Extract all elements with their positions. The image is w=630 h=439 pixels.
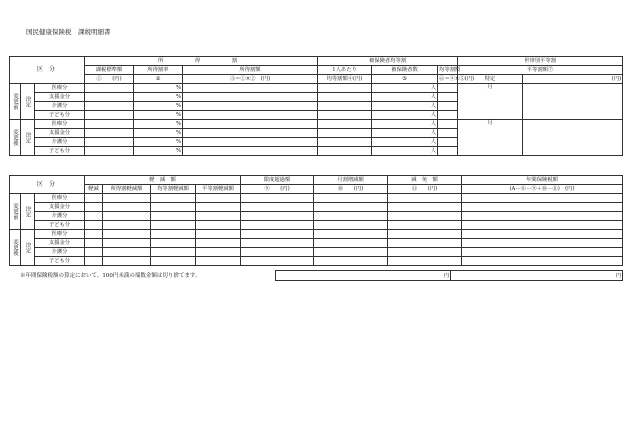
total-yen-cell-1: 円 <box>276 271 451 281</box>
cell <box>314 230 388 239</box>
getsu-header: 月割増減額 <box>314 176 388 185</box>
cell <box>103 203 151 212</box>
cell <box>314 248 388 257</box>
tsuki-cell: 月 <box>458 84 523 120</box>
cell <box>196 221 241 230</box>
cell <box>183 138 318 147</box>
cell <box>462 239 623 248</box>
row-label: 医療分 <box>35 230 85 239</box>
cell <box>151 221 196 230</box>
cell <box>85 239 103 248</box>
cell <box>388 203 462 212</box>
cell <box>151 212 196 221</box>
cell <box>151 248 196 257</box>
cell <box>318 129 372 138</box>
rounding-note: ※年間保険税額の算定において、100円未満の端数金額は切り捨てます。 <box>20 273 201 279</box>
nin-cell: 人 <box>372 84 438 93</box>
row-label: 医療分 <box>35 84 85 93</box>
cell <box>151 194 196 203</box>
row-label: 介護分 <box>35 138 85 147</box>
cell <box>438 84 458 93</box>
hihokensha-group-header: 被保険者均等割 <box>318 57 458 66</box>
total-yen-cell-2: 円 <box>451 271 623 281</box>
row-label: 支援金分 <box>35 203 85 212</box>
percent-cell: % <box>134 84 183 93</box>
cell <box>103 230 151 239</box>
cell <box>183 84 318 93</box>
cell <box>196 212 241 221</box>
cell <box>85 129 134 138</box>
tokutei-subheader: 特定 <box>458 75 523 84</box>
genmen-header: 減 免 額 <box>388 176 462 185</box>
tax-detail-table-1 <box>9 56 623 156</box>
row-label: 子ども分 <box>35 257 85 266</box>
getsu-subheader: ⑩ (円) <box>314 185 388 194</box>
cell <box>241 257 314 266</box>
cell <box>314 221 388 230</box>
hitori-header: 1人あたり <box>318 66 372 75</box>
cell <box>85 102 134 111</box>
cell <box>462 203 623 212</box>
cell <box>85 221 103 230</box>
kubun-header: 区 分 <box>10 57 85 84</box>
after-kettei-label: 決定 <box>21 120 35 156</box>
row-label: 介護分 <box>35 212 85 221</box>
cell <box>388 194 462 203</box>
after-kettei-label-2: 決定 <box>21 230 35 266</box>
cell <box>85 93 134 102</box>
cell <box>183 120 318 129</box>
cell <box>314 257 388 266</box>
cell <box>523 84 623 120</box>
cell <box>85 212 103 221</box>
keigen-group-header: 軽 減 額 <box>85 176 241 185</box>
cell <box>314 203 388 212</box>
cell <box>151 257 196 266</box>
cell <box>462 212 623 221</box>
cell <box>196 194 241 203</box>
shotokuwari-subheader: ③＝①×② (円) <box>183 75 318 84</box>
setai-group-header: 世帯別平等割 <box>458 57 623 66</box>
cell <box>151 230 196 239</box>
row-label: 子ども分 <box>35 111 85 120</box>
tsuki-cell: 月 <box>458 120 523 156</box>
percent-cell: % <box>134 93 183 102</box>
row-label: 子ども分 <box>35 147 85 156</box>
cell <box>462 257 623 266</box>
nin-cell: 人 <box>372 111 438 120</box>
cell <box>103 194 151 203</box>
ritsu-subheader: ② <box>134 75 183 84</box>
nin-cell: 人 <box>372 120 438 129</box>
nin-cell: 人 <box>372 102 438 111</box>
genmen-subheader: ⑪ (円) <box>388 185 462 194</box>
shotoku-group-header: 所 得 割 <box>85 57 318 66</box>
cell <box>196 248 241 257</box>
shotoku-keigen-subheader: 所得割軽減額 <box>103 185 151 194</box>
cell <box>241 239 314 248</box>
cell <box>318 138 372 147</box>
cell <box>85 84 134 93</box>
before-kettei-label: 決定 <box>21 84 35 120</box>
cell <box>103 248 151 257</box>
percent-cell: % <box>134 111 183 120</box>
cell <box>103 221 151 230</box>
cell <box>151 203 196 212</box>
cell <box>85 111 134 120</box>
cell <box>438 111 458 120</box>
row-label: 医療分 <box>35 194 85 203</box>
cell <box>183 111 318 120</box>
nenkan-subheader: (A－⑧－⑨＋⑩－⑪) (円) <box>462 185 623 194</box>
cell <box>196 230 241 239</box>
cell <box>438 102 458 111</box>
tax-detail-table-2 <box>9 175 623 266</box>
cell <box>241 203 314 212</box>
cell <box>241 230 314 239</box>
after-label: 変更後 <box>10 120 21 156</box>
cell <box>438 93 458 102</box>
row-label: 子ども分 <box>35 221 85 230</box>
cell <box>151 239 196 248</box>
row-label: 支援金分 <box>35 129 85 138</box>
cell <box>85 194 103 203</box>
gendo-subheader: ⑨ (円) <box>241 185 314 194</box>
cell <box>196 239 241 248</box>
cell <box>85 230 103 239</box>
row-label: 医療分 <box>35 120 85 129</box>
kinto-header: 均等割額 <box>439 67 461 73</box>
shotokuwari-header: 所得割額 <box>183 66 318 75</box>
totals-row <box>275 270 623 281</box>
cell <box>196 257 241 266</box>
su-header: 被保険者数 <box>372 66 438 75</box>
before-label-2: 変更前 <box>10 194 21 230</box>
heito-header: 平等割額⑦ <box>458 66 623 75</box>
cell <box>314 239 388 248</box>
kinto-keigen-subheader: 均等割軽減額 <box>151 185 196 194</box>
cell <box>438 120 458 129</box>
hitori-subheader: 均等割額④(円) <box>318 75 372 84</box>
kinto-subheader: ⑥＝④×⑤(円) <box>439 76 475 82</box>
cell <box>318 84 372 93</box>
percent-cell: % <box>134 120 183 129</box>
nin-cell: 人 <box>372 138 438 147</box>
cell <box>183 147 318 156</box>
cell <box>523 120 623 156</box>
row-label: 支援金分 <box>35 239 85 248</box>
cell <box>183 102 318 111</box>
percent-cell: % <box>134 129 183 138</box>
percent-cell: % <box>134 147 183 156</box>
heito-subheader: (円) <box>523 75 623 84</box>
cell <box>388 221 462 230</box>
ritsu-header: 所得割率 <box>134 66 183 75</box>
percent-cell: % <box>134 138 183 147</box>
cell <box>85 257 103 266</box>
row-label: 介護分 <box>35 102 85 111</box>
cell <box>85 203 103 212</box>
before-label: 変更前 <box>10 84 21 120</box>
cell <box>85 248 103 257</box>
cell <box>438 147 458 156</box>
percent-cell: % <box>134 102 183 111</box>
cell <box>241 212 314 221</box>
cell <box>388 248 462 257</box>
kubun-header-2: 区 分 <box>10 176 85 194</box>
before-kettei-label-2: 決定 <box>21 194 35 230</box>
nin-cell: 人 <box>372 93 438 102</box>
heito-keigen-subheader: 平等割軽減額 <box>196 185 241 194</box>
cell <box>183 93 318 102</box>
cell <box>388 257 462 266</box>
row-label: 介護分 <box>35 248 85 257</box>
cell <box>318 147 372 156</box>
cell <box>241 248 314 257</box>
document-title: 国民健康保険税 課税明細書 <box>26 28 111 36</box>
cell <box>103 257 151 266</box>
cell <box>241 194 314 203</box>
cell <box>85 120 134 129</box>
cell <box>241 221 314 230</box>
gendo-header: 限度超過額 <box>241 176 314 185</box>
nin-cell: 人 <box>372 129 438 138</box>
cell <box>318 120 372 129</box>
cell <box>196 203 241 212</box>
after-label-2: 変更後 <box>10 230 21 266</box>
cell <box>462 248 623 257</box>
keigen-subheader: 軽減 <box>85 185 103 194</box>
kazei-header: 課税標準額 <box>85 66 134 75</box>
su-subheader: ⑤ <box>372 75 438 84</box>
cell <box>85 138 134 147</box>
cell <box>388 212 462 221</box>
cell <box>388 239 462 248</box>
cell <box>318 111 372 120</box>
cell <box>438 129 458 138</box>
cell <box>462 194 623 203</box>
cell <box>318 93 372 102</box>
cell <box>314 212 388 221</box>
cell <box>318 102 372 111</box>
cell <box>85 147 134 156</box>
cell <box>103 239 151 248</box>
cell <box>314 194 388 203</box>
nenkan-header: 年間保険税額 <box>462 176 623 185</box>
nin-cell: 人 <box>372 147 438 156</box>
cell <box>103 212 151 221</box>
cell <box>183 129 318 138</box>
cell <box>462 230 623 239</box>
kazei-subheader: ① (円) <box>85 75 134 84</box>
row-label: 支援金分 <box>35 93 85 102</box>
cell <box>388 230 462 239</box>
cell <box>462 221 623 230</box>
cell <box>438 138 458 147</box>
